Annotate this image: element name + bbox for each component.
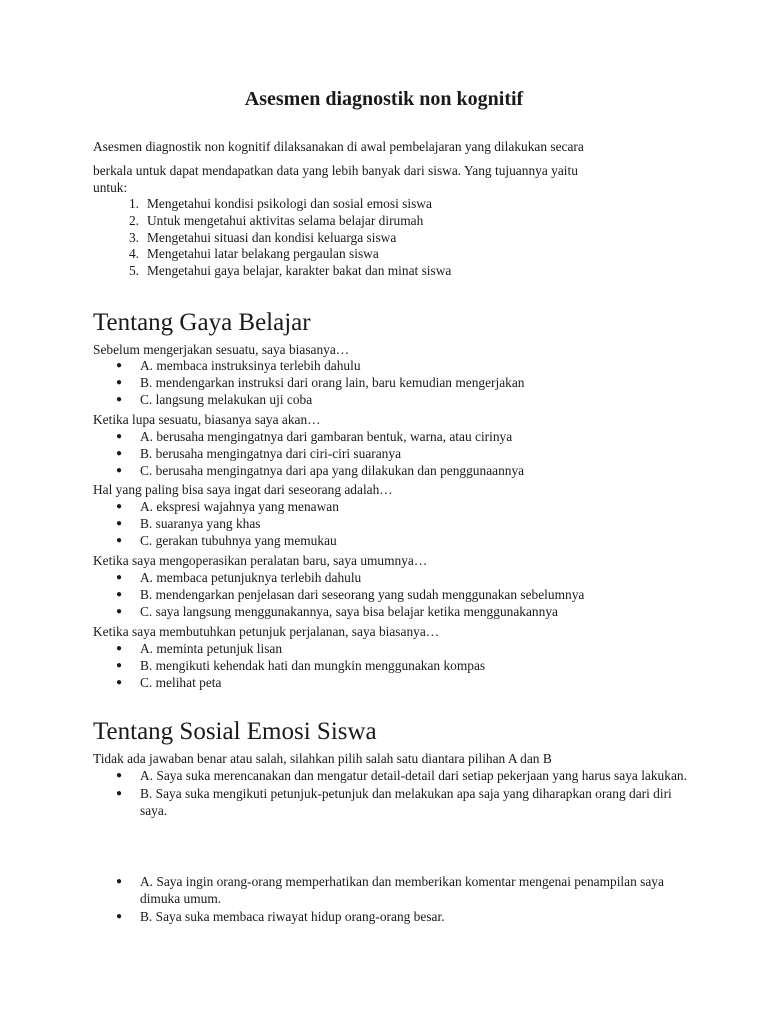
- bullet-icon: ●: [116, 517, 123, 529]
- bullet-icon: ●: [116, 501, 123, 512]
- goals-list: [93, 196, 451, 280]
- options-list: [93, 358, 700, 408]
- instruction-text: Tidak ada jawaban benar atau salah, silahkan pilih salah satu diantara pilihan A dan B: [93, 751, 552, 766]
- option-item: ● B. mendengarkan penjelasan dari seseorang yang sudah menggunakan sebelumnya: [116, 586, 585, 602]
- bullet-icon: ●: [116, 588, 123, 600]
- intro-paragraph: [93, 137, 683, 181]
- bullet-icon: ●: [116, 659, 123, 671]
- option-item: ● C. gerakan tubuhnya yang memukau: [116, 532, 337, 548]
- options-list: [93, 499, 700, 549]
- option-item: ● B. mendengarkan instruksi dari orang lain, baru kemudian mengerjakan: [116, 374, 525, 390]
- options-list: [93, 429, 700, 479]
- question-prompt: Sebelum mengerjakan sesuatu, saya biasanya…: [93, 342, 350, 357]
- bullet-icon: ●: [116, 643, 123, 654]
- bullet-icon: ●: [116, 770, 123, 781]
- bullet-icon: ●: [116, 464, 123, 476]
- bullet-icon: ●: [116, 676, 123, 688]
- option-item: ● A. membaca instruksinya terlebih dahulu: [116, 358, 361, 373]
- option-item: ● A. berusaha mengingatnya dari gambaran bentuk, warna, atau cirinya: [116, 429, 513, 444]
- question-prompt: Hal yang paling bisa saya ingat dari seseorang adalah…: [93, 482, 393, 497]
- option-item: ● B. mengikuti kehendak hati dan mungkin menggunakan kompas: [116, 657, 486, 673]
- goal-item: 2. Untuk mengetahui aktivitas selama belajar dirumah: [128, 212, 424, 228]
- option-item: ● A. meminta petunjuk lisan: [116, 641, 283, 656]
- question-prompt: Ketika saya membutuhkan petunjuk perjalanan, saya biasanya…: [93, 624, 440, 639]
- option-item: ● B. berusaha mengingatnya dari ciri-ciri suaranya: [116, 445, 402, 461]
- question-prompt: Ketika lupa sesuatu, biasanya saya akan…: [93, 412, 321, 427]
- goal-item: 5. Mengetahui gaya belajar, karakter bakat dan minat siswa: [128, 263, 452, 279]
- bullet-icon: ●: [116, 393, 123, 405]
- choice-group-1: [93, 768, 700, 819]
- bullet-icon: ●: [116, 876, 123, 887]
- bullet-icon: ●: [116, 376, 123, 388]
- goal-item: 4. Mengetahui latar belakang pergaulan siswa: [128, 246, 379, 262]
- option-item: ● C. melihat peta: [116, 674, 222, 690]
- option-item: ● B. Saya suka membaca riwayat hidup orang-orang besar.: [116, 908, 445, 924]
- options-list: [93, 641, 700, 691]
- option-item: ● A. Saya ingin orang-orang memperhatikan dan memberikan komentar mengenai penampilan saya dimuka umum.: [116, 874, 664, 906]
- options-list: [93, 570, 700, 620]
- document-title: Asesmen diagnostik non kognitif: [244, 88, 524, 110]
- option-item: ● B. Saya suka mengikuti petunjuk-petunjuk dan melakukan apa saja yang diharapkan orang dari diri saya.: [116, 785, 672, 818]
- option-item: ● A. membaca petunjuknya terlebih dahulu: [116, 570, 362, 585]
- goal-item: 3. Mengetahui situasi dan kondisi keluarga siswa: [128, 229, 397, 245]
- option-item: ● A. ekspresi wajahnya yang menawan: [116, 499, 339, 514]
- option-item: ● C. saya langsung menggunakannya, saya bisa belajar ketika menggunakannya: [116, 603, 558, 619]
- intro-line: untuk:: [93, 180, 128, 195]
- section-heading-sosial-emosi: Tentang Sosial Emosi Siswa: [93, 718, 377, 745]
- bullet-icon: ●: [116, 910, 123, 922]
- option-item: ● C. berusaha mengingatnya dari apa yang dilakukan dan penggunaannya: [116, 462, 525, 478]
- section-heading-gaya-belajar: Tentang Gaya Belajar: [93, 309, 311, 336]
- option-item: ● C. langsung melakukan uji coba: [116, 391, 313, 407]
- intro-line: berkala untuk dapat mendapatkan data yang lebih banyak dari siswa. Yang tujuannya yaitu: [93, 163, 578, 178]
- bullet-icon: ●: [116, 572, 123, 583]
- bullet-icon: ●: [116, 605, 123, 617]
- option-item: ● B. suaranya yang khas: [116, 515, 261, 531]
- bullet-icon: ●: [116, 447, 123, 459]
- goal-item: 1. Mengetahui kondisi psikologi dan sosial emosi siswa: [128, 196, 432, 211]
- bullet-icon: ●: [116, 360, 123, 371]
- bullet-icon: ●: [116, 534, 123, 546]
- intro-line: Asesmen diagnostik non kognitif dilaksanakan di awal pembelajaran yang dilakukan secara: [93, 139, 584, 154]
- bullet-icon: ●: [116, 787, 123, 799]
- question-prompt: Ketika saya mengoperasikan peralatan baru, saya umumnya…: [93, 553, 428, 568]
- bullet-icon: ●: [116, 431, 123, 442]
- choice-group-2: [93, 874, 700, 925]
- option-item: ● A. Saya suka merencanakan dan mengatur detail-detail dari setiap pekerjaan yang harus saya lakukan.: [116, 768, 687, 783]
